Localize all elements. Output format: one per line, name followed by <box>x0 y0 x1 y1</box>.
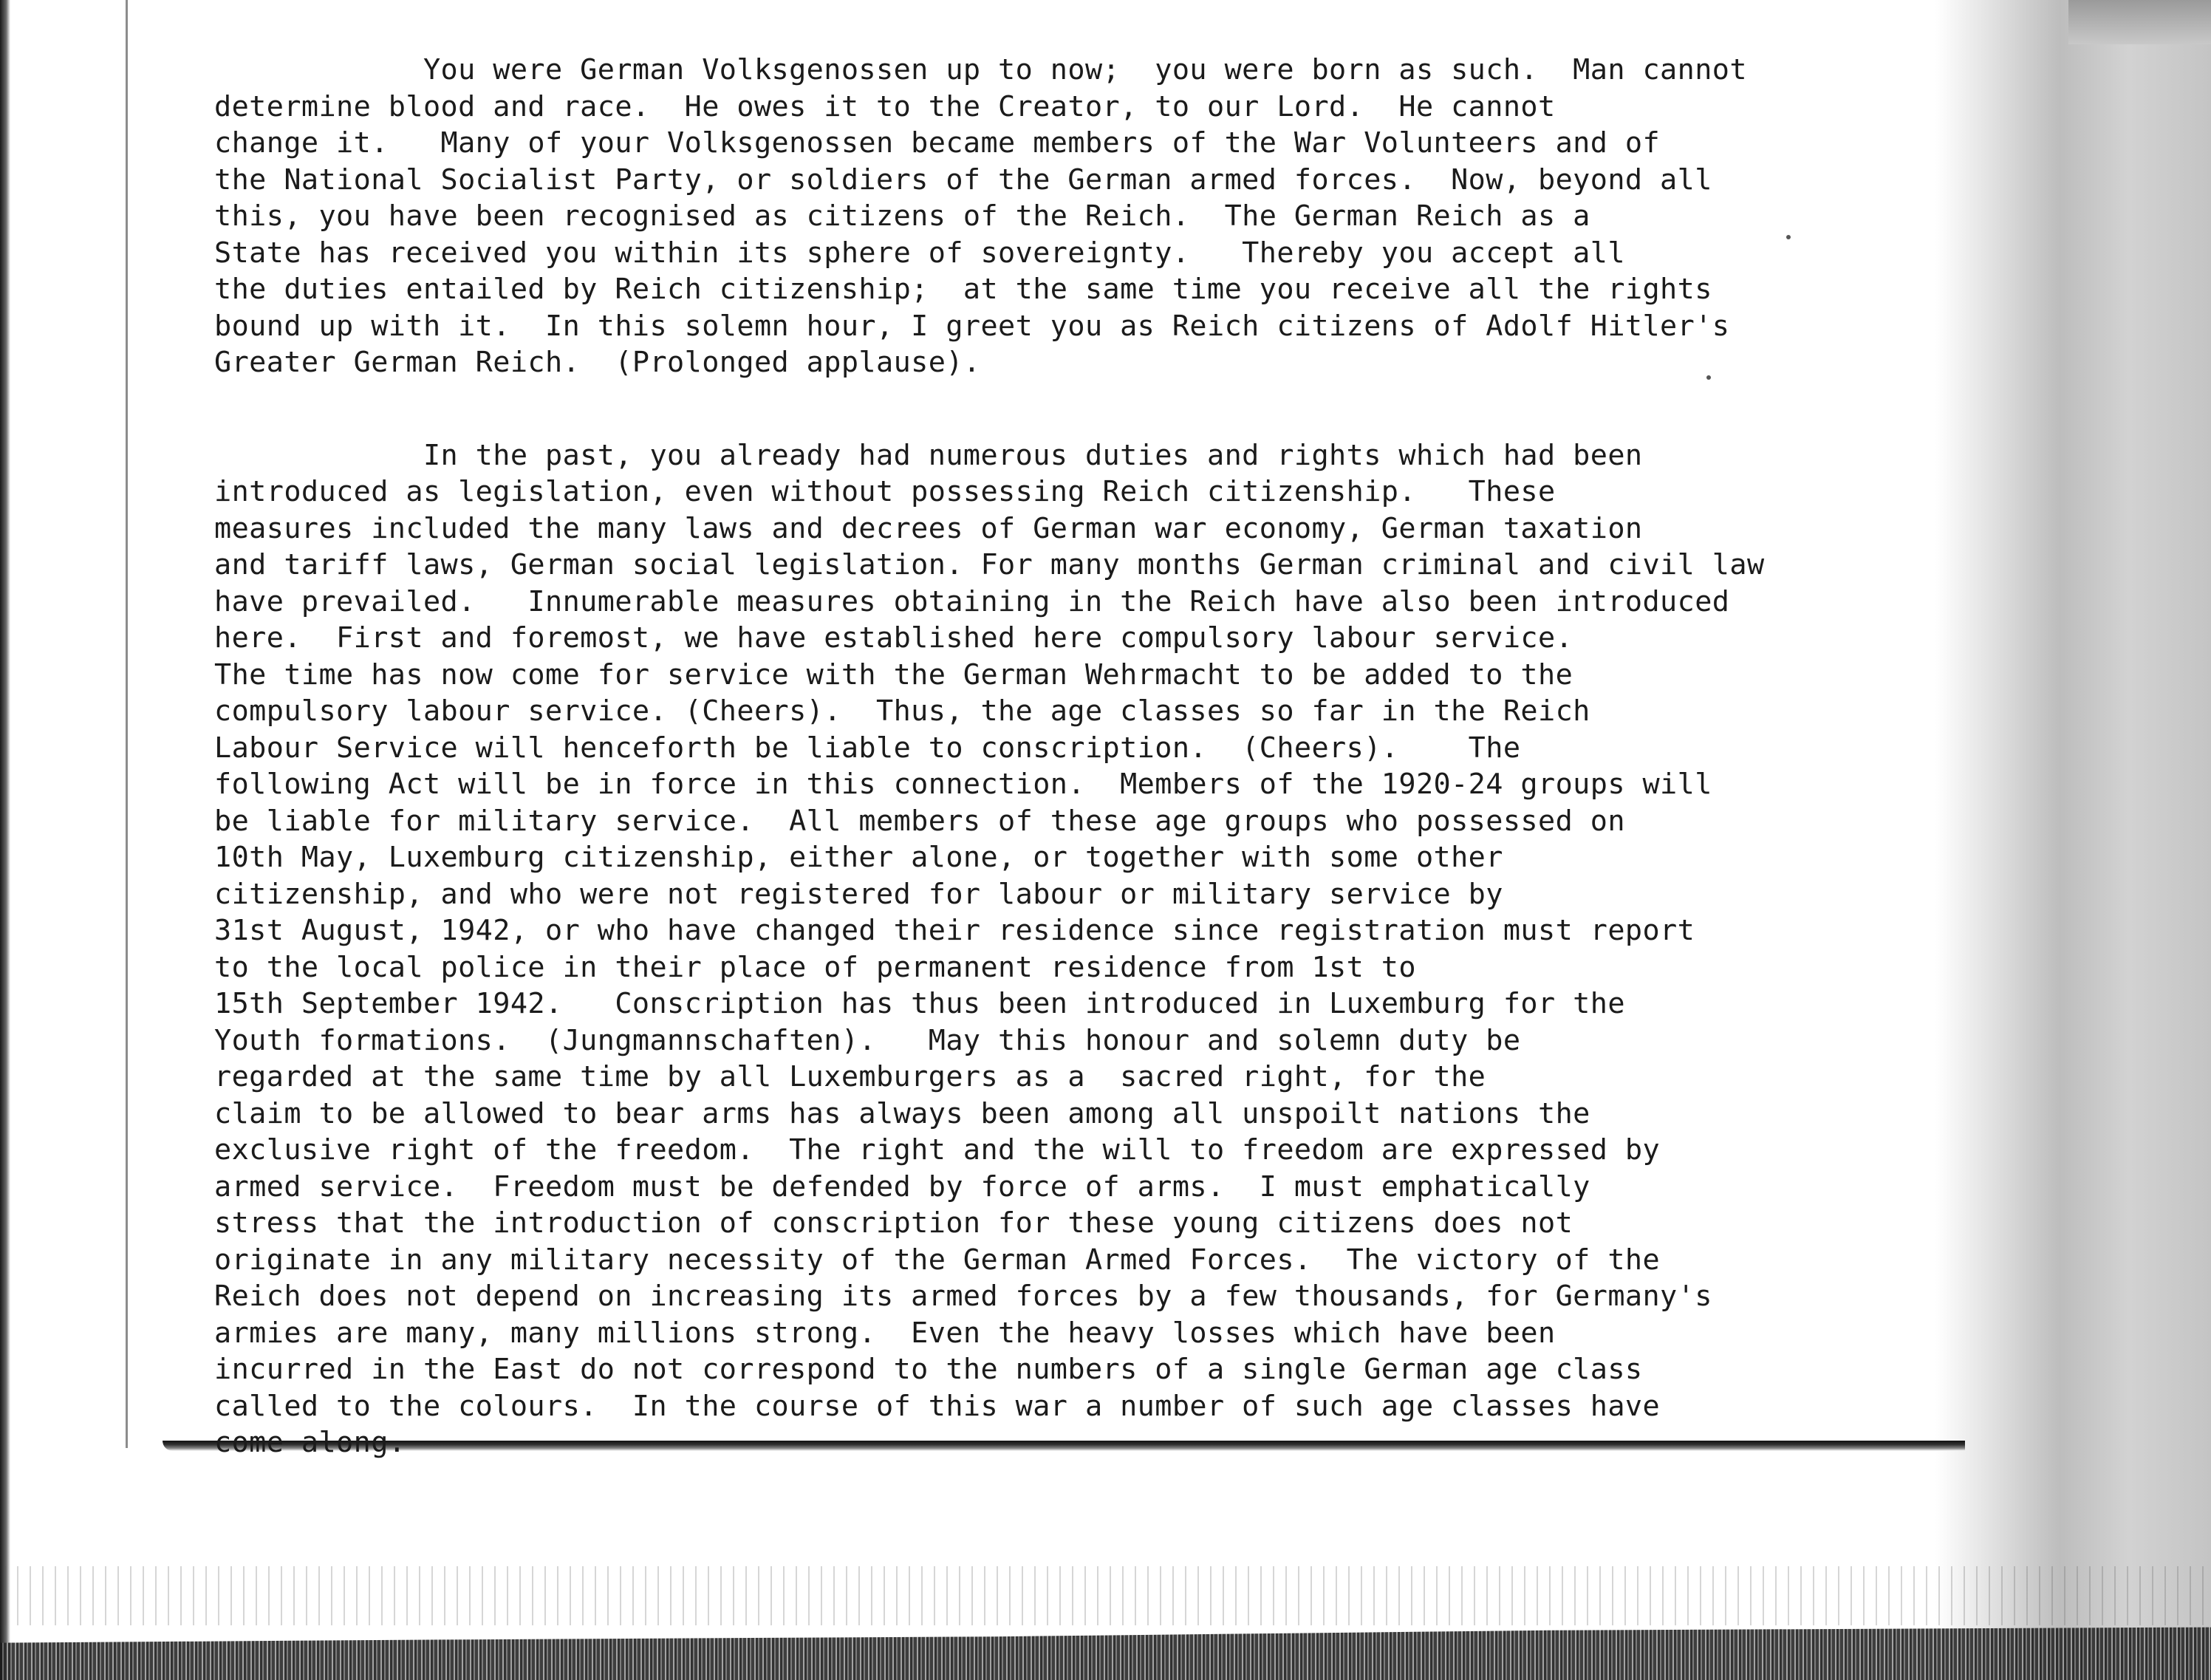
text-line: the duties entailed by Reich citizenship; at the same time you receive all the rights <box>214 273 1712 306</box>
text-line: Labour Service will henceforth be liable to conscription. (Cheers). The <box>214 731 1521 765</box>
paragraph-1 <box>214 52 1862 381</box>
typewritten-text <box>214 52 1862 1461</box>
text-line: measures included the many laws and decrees of German war economy, German taxation <box>214 511 1643 545</box>
scan-noise-bottom <box>0 1618 2211 1680</box>
text-line: to the local police in their place of permanent residence from 1st to <box>214 950 1416 984</box>
text-line: citizenship, and who were not registered for labour or military service by <box>214 877 1503 911</box>
text-line: introduced as legislation, even without possessing Reich citizenship. These <box>214 475 1556 508</box>
scan-shadow-corner <box>2068 0 2211 44</box>
text-line: originate in any military necessity of the German Armed Forces. The victory of the <box>214 1243 1661 1277</box>
text-line: be liable for military service. All members of these age groups who possessed on <box>214 804 1625 838</box>
text-line: Youth formations. (Jungmannschaften). May this honour and solemn duty be <box>214 1023 1521 1057</box>
text-line: this, you have been recognised as citizens of the Reich. The German Reich as a <box>214 199 1590 233</box>
scan-shadow-right <box>1935 0 2211 1680</box>
text-line: 10th May, Luxemburg citizenship, either alone, or together with some other <box>214 841 1503 874</box>
text-line: Greater German Reich. (Prolonged applause). <box>214 346 981 379</box>
text-line: determine blood and race. He owes it to the Creator, to our Lord. He cannot <box>214 89 1556 123</box>
text-line: 15th September 1942. Conscription has thus been introduced in Luxemburg for the <box>214 987 1625 1020</box>
text-line: have prevailed. Innumerable measures obtaining in the Reich have also been introduced <box>214 584 1730 618</box>
text-line: In the past, you already had numerous duties and rights which had been <box>214 438 1643 472</box>
text-line: armies are many, many millions strong. Even the heavy losses which have been <box>214 1316 1556 1350</box>
text-line: The time has now come for service with the German Wehrmacht to be added to the <box>214 658 1573 692</box>
text-line: change it. Many of your Volksgenossen became members of the War Volunteers and of <box>214 126 1661 160</box>
text-line: Reich does not depend on increasing its armed forces by a few thousands, for Germany's <box>214 1280 1712 1313</box>
text-line: 31st August, 1942, or who have changed their residence since registration must report <box>214 914 1695 947</box>
paragraph-gap <box>214 381 1862 437</box>
text-line: armed service. Freedom must be defended by force of arms. I must emphatically <box>214 1169 1590 1203</box>
text-line: stress that the introduction of conscription for these young citizens does not <box>214 1206 1573 1240</box>
text-line: here. First and foremost, we have established here compulsory labour service. <box>214 621 1573 655</box>
text-line: State has received you within its sphere of sovereignty. Thereby you accept all <box>214 236 1625 270</box>
text-line: compulsory labour service. (Cheers). Thus, the age classes so far in the Reich <box>214 694 1590 728</box>
text-line: come along. <box>214 1426 406 1459</box>
text-line: bound up with it. In this solemn hour, I greet you as Reich citizens of Adolf Hitler's <box>214 309 1730 343</box>
text-line: exclusive right of the freedom. The right and the will to freedom are expressed by <box>214 1133 1661 1167</box>
scan-noise-fade <box>0 1566 2211 1625</box>
text-line: following Act will be in force in this connection. Members of the 1920-24 groups will <box>214 768 1712 801</box>
text-line: incurred in the East do not correspond to the numbers of a single German age class <box>214 1353 1643 1386</box>
text-line: claim to be allowed to bear arms has always been among all unspoilt nations the <box>214 1096 1590 1130</box>
paragraph-2 <box>214 437 1862 1461</box>
text-line: You were German Volksgenossen up to now; you were born as such. Man cannot <box>214 53 1747 86</box>
text-line: the National Socialist Party, or soldiers of the German armed forces. Now, beyond all <box>214 163 1712 197</box>
text-line: and tariff laws, German social legislation. For many months German criminal and civil law <box>214 548 1765 581</box>
binding-edge <box>0 0 10 1680</box>
text-line: regarded at the same time by all Luxemburgers as a sacred right, for the <box>214 1060 1486 1093</box>
text-line: called to the colours. In the course of this war a number of such age classes have <box>214 1389 1661 1423</box>
